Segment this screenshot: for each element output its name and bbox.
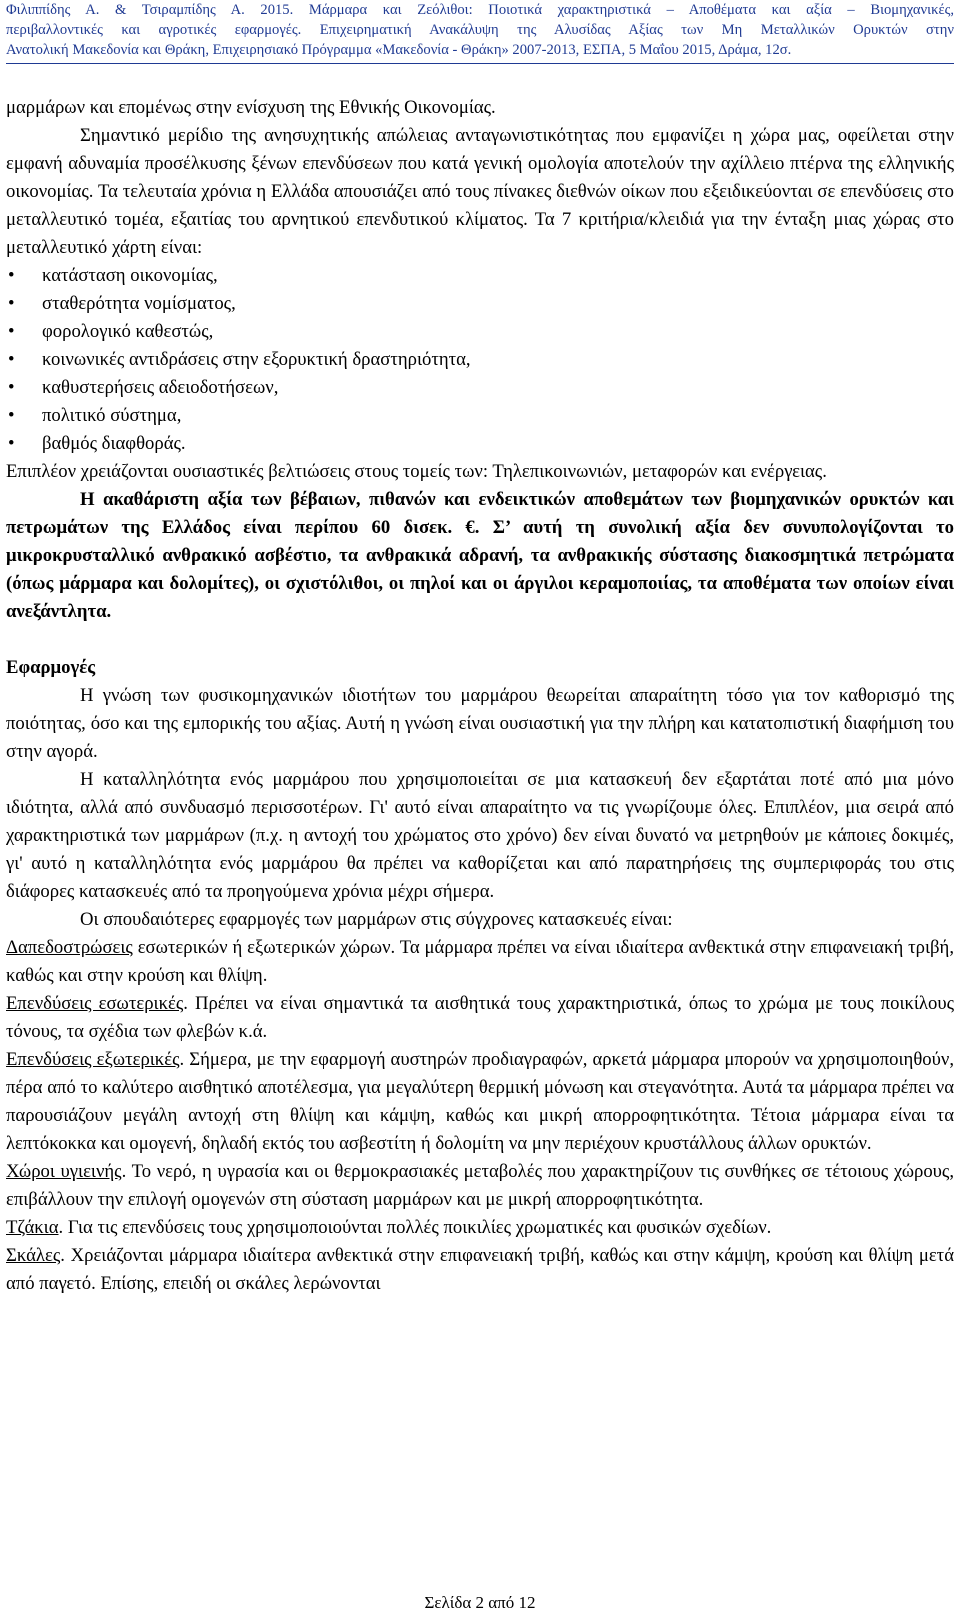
document-body [6, 94, 954, 1298]
use-term: Δαπεδοστρώσεις [6, 937, 133, 958]
use-description: . Χρειάζονται μάρμαρα ιδιαίτερα ανθεκτικά στην επιφανειακή τριβή, καθώς και στην κάμψη, κρούση και θλίψη μετά από παγετό. Επίσης, επειδή οι σκάλες λερώνονται [6, 1245, 954, 1294]
page-number: Σελίδα 2 από 12 [424, 1593, 536, 1612]
paragraph-intro: μαρμάρων και επομένως στην ενίσχυση της Εθνικής Οικονομίας. [6, 97, 496, 118]
criteria-item: • σταθερότητα νομίσματος, [6, 290, 954, 318]
header-divider [6, 63, 954, 64]
criteria-item: • κατάσταση οικονομίας, [6, 262, 954, 290]
use-term: Επενδύσεις εσωτερικές [6, 993, 184, 1014]
spacer [6, 626, 954, 654]
use-interior-cladding [6, 990, 954, 1046]
use-description: . Πρέπει να είναι σημαντικά τα αισθητικά τους χαρακτηριστικά, όπως το χρώμα με τους ποικίλους τόνους, τα σχέδια των φλεβών κ.ά. [6, 993, 954, 1042]
use-floorings [6, 934, 954, 990]
use-stairs [6, 1242, 954, 1298]
use-term: Σκάλες [6, 1245, 61, 1266]
citation-line-2: περιβαλλοντικές και αγροτικές εφαρμογές. Επιχειρηματική Ανακάλυψη της Αλυσίδας Αξίας των Μη Μεταλλικών Ορυκτών στην [6, 22, 954, 38]
use-bathrooms [6, 1158, 954, 1214]
paragraph-knowledge: Η γνώση των φυσικομηχανικών ιδιοτήτων του μαρμάρου θεωρείται απαραίτητη τόσο για τον καθορισμό της ποιότητας, όσο και της εμπορικής του αξίας. Αυτή η γνώση είναι ουσιαστική για την πλήρη και κατατοπιστική διαφήμιση του στην αγορά. [6, 685, 954, 762]
paragraph-reserves-value: Η ακαθάριστη αξία των βέβαιων, πιθανών και ενδεικτικών αποθεμάτων των βιομηχανικών ορυκτών και πετρωμάτων της Ελλάδος είναι περίπου 60 δισεκ. €. Σ’ αυτή τη συνολική αξία δεν συνυπολογίζονται το μικροκρυσταλλικό ανθρακικό ασβέστιο, τα ανθρακικά αδρανή, τα ανθρακικής σύστασης διακοσμητικά πετρώματα (όπως μάρμαρα και δολομίτες), οι σχιστόλιθοι, οι πηλοί και οι άργιλοι κεραμοποιίας, τα αποθέματα των οποίων είναι ανεξάντλητα. [6, 489, 954, 622]
use-term: Τζάκια [6, 1217, 59, 1238]
criteria-item: • κοινωνικές αντιδράσεις στην εξορυκτική δραστηριότητα, [6, 346, 954, 374]
criteria-list [6, 262, 954, 458]
citation-line-1: Φιλιππίδης Α. & Τσιραμπίδης Α. 2015. Μάρμαρα και Ζεόλιθοι: Ποιοτικά χαρακτηριστικά – Αποθέματα και αξία – Βιομηχανικές, [6, 2, 954, 18]
use-term: Επενδύσεις εξωτερικές [6, 1049, 180, 1070]
citation-line-3: Ανατολική Μακεδονία και Θράκη, Επιχειρησιακό Πρόγραμμα «Μακεδονία - Θράκη» 2007-2013, ΕΣΠΑ, 5 Μαΐου 2015, Δράμα, 12σ. [6, 42, 792, 58]
use-description: εσωτερικών ή εξωτερικών χώρων. Τα μάρμαρα πρέπει να είναι ιδιαίτερα ανθεκτικά στην επιφανειακή τριβή, καθώς και στην κρούση και θλίψη. [6, 937, 954, 986]
section-heading-applications: Εφαρμογές [6, 657, 96, 678]
criteria-item: • φορολογικό καθεστώς, [6, 318, 954, 346]
paragraph-main-uses: Οι σπουδαιότερες εφαρμογές των μαρμάρων στις σύγχρονες κατασκευές είναι: [80, 909, 673, 930]
paragraph-improvements: Επιπλέον χρειάζονται ουσιαστικές βελτιώσεις στους τομείς των: Τηλεπικοινωνιών, μεταφορών και ενέργειας. [6, 461, 827, 482]
citation-header [6, 0, 954, 60]
criteria-item: • βαθμός διαφθοράς. [6, 430, 954, 458]
use-term: Χώροι υγιεινής [6, 1161, 122, 1182]
criteria-item: • πολιτικό σύστημα, [6, 402, 954, 430]
criteria-item: • καθυστερήσεις αδειοδοτήσεων, [6, 374, 954, 402]
use-fireplaces [6, 1214, 954, 1242]
paragraph-competitiveness: Σημαντικό μερίδιο της ανησυχητικής απώλειας ανταγωνιστικότητας που εμφανίζει η χώρα μας, οφείλεται στην εμφανή αδυναμία προσέλκυσης ξένων επενδύσεων που κατά γενική ομολογία αποτελούν την αχίλλειο πτέρνα της ελληνικής οικονομίας. Τα τελευταία χρόνια η Ελλάδα απουσιάζει από τους πίνακες διεθνών οίκων που εξειδικεύονται σε επενδύσεις στο μεταλλευτικό τομέα, εξαιτίας του αρνητικού επενδυτικού κλίματος. Τα 7 κριτήρια/κλειδιά για την ένταξη μιας χώρας στο μεταλλευτικό χάρτη είναι: [6, 125, 954, 258]
use-description: . Σήμερα, με την εφαρμογή αυστηρών προδιαγραφών, αρκετά μάρμαρα μπορούν να χρησιμοποιηθούν, πέρα από το καλύτερο αισθητικό αποτέλεσμα, για μεγαλύτερη θερμική μόνωση και στεγανότητα. Αυτά τα μάρμαρα πρέπει να παρουσιάζουν μεγάλη αντοχή στη θλίψη και κάμψη, καθώς και μικρή απορροφητικότητα. Τέτοια μάρμαρα είναι τα λεπτόκοκκα και ομογενή, δηλαδή εκτός του ασβεστίτη ή δολομίτη να μην περιέχουν κρυστάλλους άλλων ορυκτών. [6, 1049, 954, 1154]
use-exterior-cladding [6, 1046, 954, 1158]
use-description: . Το νερό, η υγρασία και οι θερμοκρασιακές μεταβολές που χαρακτηρίζουν τις συνθήκες σε τέτοιους χώρους, επιβάλλουν την επιλογή ομογενών στη σύσταση μαρμάρων και με μικρή απορροφητικότητα. [6, 1161, 954, 1210]
use-description: . Για τις επενδύσεις τους χρησιμοποιούνται πολλές ποικιλίες χρωματικές και φυσικών σχεδίων. [58, 1217, 772, 1238]
paragraph-suitability: Η καταλληλότητα ενός μαρμάρου που χρησιμοποιείται σε μια κατασκευή δεν εξαρτάται ποτέ από μια μόνο ιδιότητα, αλλά από συνδυασμό περισσοτέρων. Γι' αυτό είναι απαραίτητο να τις γνωρίζουμε όλες. Επιπλέον, μια σειρά από χαρακτηριστικά των μαρμάρων (π.χ. η αντοχή του χρώματος στο χρόνο) δεν είναι δυνατό να μετρηθούν με κάποιες δοκιμές, γι' αυτό η καταλληλότητα ενός μαρμάρου θα πρέπει να καθορίζεται και από παρατηρήσεις της συμπεριφοράς του στις διάφορες κατασκευές από τα προηγούμενα χρόνια μέχρι σήμερα. [6, 769, 954, 902]
